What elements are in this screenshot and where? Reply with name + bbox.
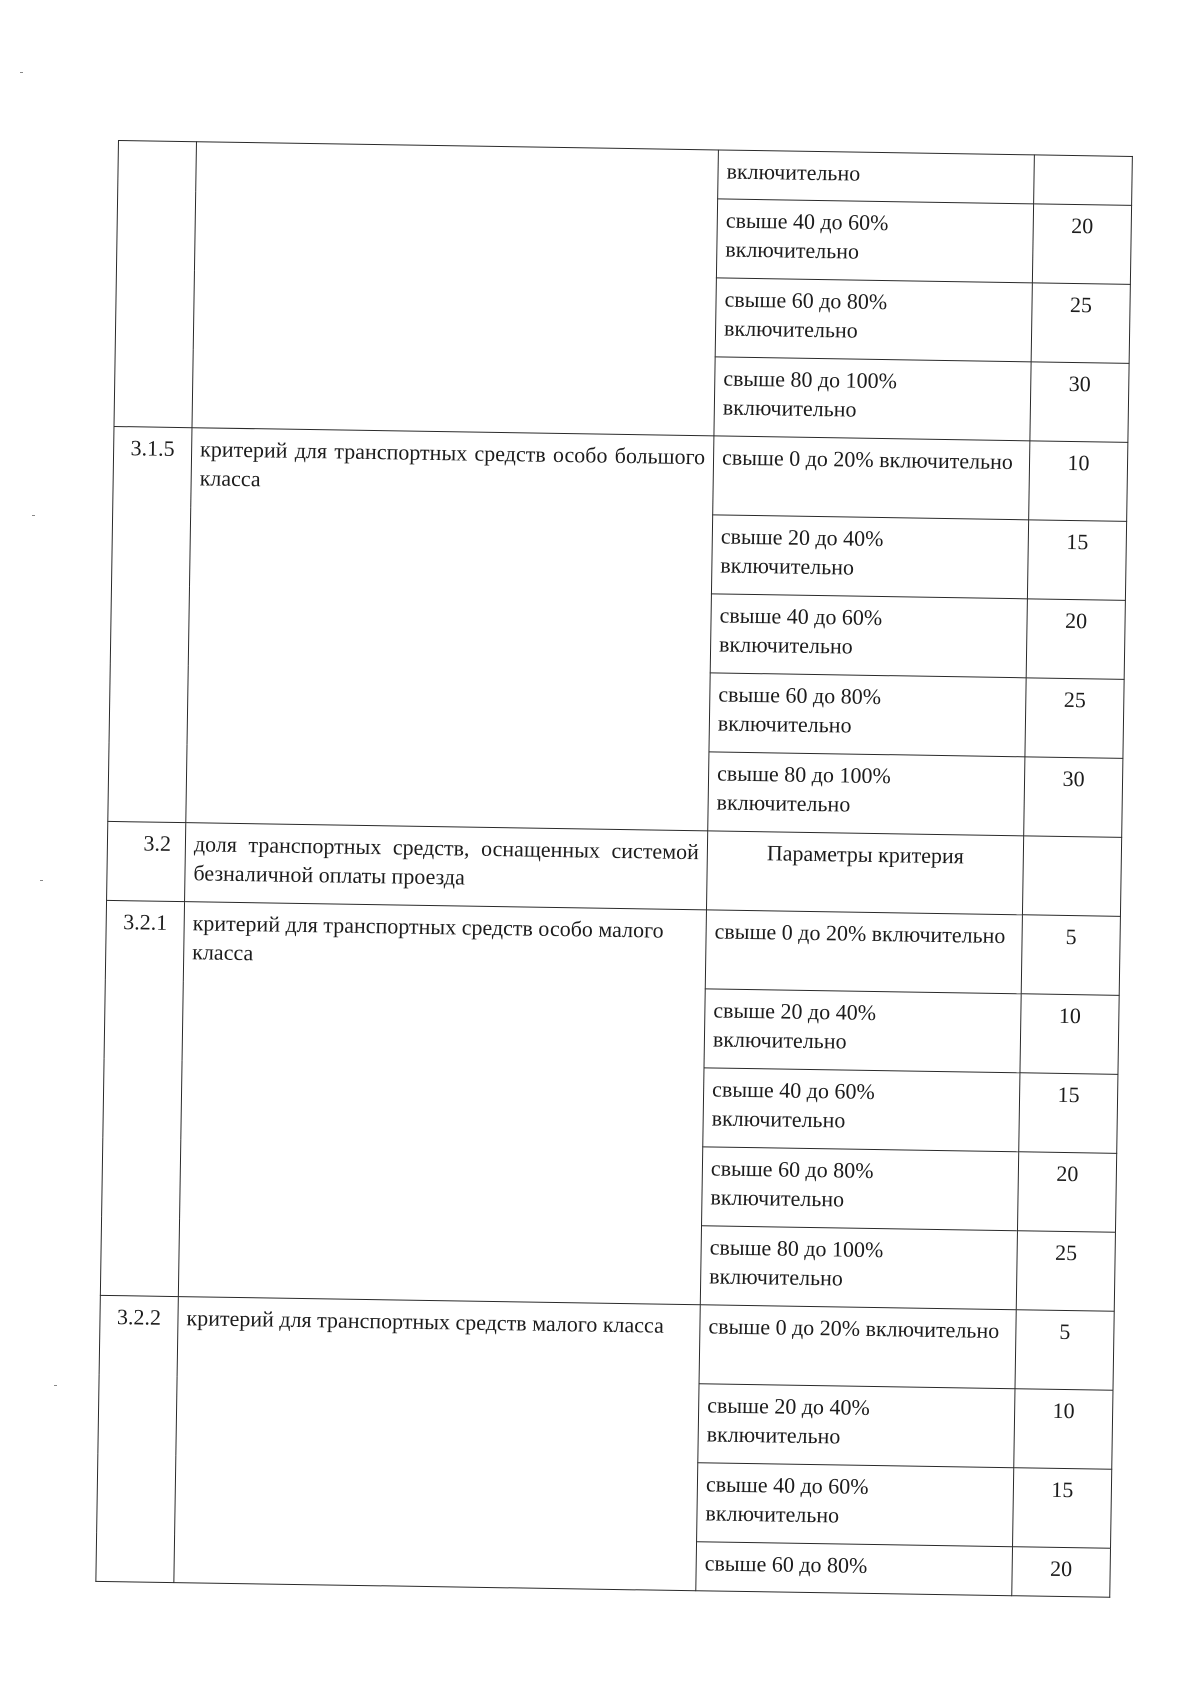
parameter-cell: свыше 0 до 20% включительно: [713, 436, 1030, 520]
table-row: [118, 141, 1133, 206]
score-cell: 10: [1014, 1389, 1113, 1470]
criterion-name-cell: доля транспортных средств, оснащенных системой безналичной оплаты проезда: [185, 823, 708, 910]
score-cell: 30: [1024, 757, 1123, 838]
table-row: [99, 1295, 1114, 1390]
parameter-cell: свыше 60 до 80% включительно: [709, 673, 1026, 757]
score-cell: 25: [1016, 1231, 1115, 1312]
criteria-table: [95, 140, 1133, 1598]
scan-speck: [20, 72, 23, 73]
parameter-cell: свыше 40 до 60% включительно: [710, 594, 1027, 678]
score-cell: 10: [1029, 441, 1128, 522]
criterion-name-cell: критерий для транспортных средств особо малого класса: [178, 902, 706, 1305]
score-cell: 15: [1027, 520, 1126, 601]
parameter-cell: свыше 20 до 40% включительно: [698, 1384, 1015, 1468]
parameter-header-cell: Параметры критерия: [706, 831, 1023, 915]
score-cell: 20: [1026, 599, 1125, 680]
score-cell: 20: [1032, 204, 1131, 285]
parameter-cell: свыше 60 до 80%: [696, 1542, 1013, 1596]
table-row: [105, 900, 1120, 995]
score-cell: 25: [1031, 283, 1130, 364]
score-cell: 15: [1019, 1073, 1118, 1154]
row-number-cell: 3.2.1: [100, 900, 184, 1296]
score-cell: 15: [1013, 1468, 1112, 1549]
parameter-cell: свыше 80 до 100% включительно: [714, 357, 1031, 441]
parameter-cell: свыше 40 до 60% включительно: [697, 1463, 1014, 1547]
parameter-cell: включительно: [718, 150, 1035, 204]
score-cell: 30: [1030, 362, 1129, 443]
scan-speck: [40, 880, 43, 881]
row-number-cell: 3.1.5: [108, 426, 192, 822]
parameter-cell: свыше 20 до 40% включительно: [704, 989, 1021, 1073]
criterion-name-cell: критерий для транспортных средств малого класса: [174, 1297, 700, 1591]
scan-speck: [32, 515, 35, 516]
score-cell: [1022, 836, 1121, 917]
parameter-cell: свыше 40 до 60% включительно: [703, 1068, 1020, 1152]
row-number-cell: 3.2: [107, 821, 186, 901]
scan-speck: [54, 1385, 57, 1386]
score-cell: 5: [1021, 915, 1120, 996]
parameter-cell: свыше 20 до 40% включительно: [711, 515, 1028, 599]
criterion-name-cell: [192, 142, 718, 436]
table-row: [113, 426, 1128, 521]
score-cell: 10: [1020, 994, 1119, 1075]
row-number-cell: 3.2.2: [96, 1295, 178, 1582]
score-cell: 25: [1025, 678, 1124, 759]
criterion-name-cell: критерий для транспортных средств особо большого класса: [186, 428, 714, 831]
score-cell: 5: [1015, 1310, 1114, 1391]
score-cell: [1034, 155, 1133, 206]
parameter-cell: свыше 80 до 100% включительно: [708, 752, 1025, 836]
parameter-cell: свыше 0 до 20% включительно: [699, 1305, 1016, 1389]
parameter-cell: свыше 40 до 60% включительно: [716, 199, 1033, 283]
row-number-cell: [114, 141, 196, 428]
score-cell: 20: [1012, 1547, 1111, 1598]
score-cell: 20: [1017, 1152, 1116, 1233]
parameter-cell: свыше 0 до 20% включительно: [705, 910, 1022, 994]
parameter-cell: свыше 60 до 80% включительно: [715, 278, 1032, 362]
parameter-cell: свыше 60 до 80% включительно: [702, 1147, 1019, 1231]
parameter-cell: свыше 80 до 100% включительно: [700, 1226, 1017, 1310]
